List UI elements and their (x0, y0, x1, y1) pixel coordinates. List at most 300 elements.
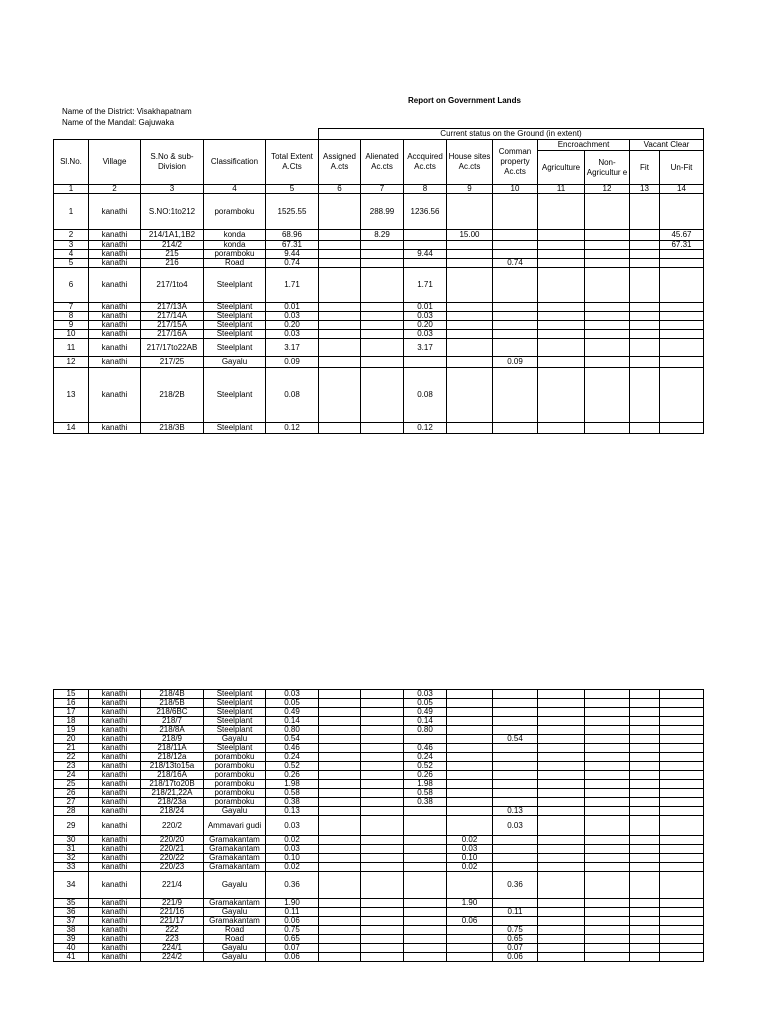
table-cell (585, 845, 630, 854)
table-cell (585, 944, 630, 953)
table-cell (630, 699, 660, 708)
table-cell (319, 312, 361, 321)
table-cell: 0.03 (266, 845, 319, 854)
table-cell (538, 908, 585, 917)
table-cell (447, 807, 493, 816)
table-cell (361, 836, 404, 845)
table-row (54, 917, 704, 926)
table-cell: 0.02 (266, 863, 319, 872)
table-cell: kanathi (89, 807, 141, 816)
table-cell (660, 780, 704, 789)
table-cell (493, 854, 538, 863)
table-cell: 45.67 (660, 230, 704, 241)
table-cell: 0.13 (493, 807, 538, 816)
table-cell (493, 268, 538, 303)
table-cell (538, 780, 585, 789)
table-cell: kanathi (89, 816, 141, 836)
table-cell (660, 789, 704, 798)
table-cell (447, 944, 493, 953)
table-body-bottom (54, 690, 704, 962)
table-cell: 26 (54, 789, 89, 798)
table-row (54, 368, 704, 423)
table-cell: 0.06 (493, 953, 538, 962)
table-cell (538, 259, 585, 268)
table-cell (493, 303, 538, 312)
table-cell (493, 321, 538, 330)
table-cell (630, 780, 660, 789)
report-title: Report on Government Lands (408, 96, 521, 105)
table-cell: 0.65 (266, 935, 319, 944)
table-cell (538, 423, 585, 434)
table-row (54, 816, 704, 836)
table-cell: kanathi (89, 303, 141, 312)
table-row (54, 241, 704, 250)
table-cell (361, 708, 404, 717)
table-cell: kanathi (89, 735, 141, 744)
table-cell: kanathi (89, 771, 141, 780)
table-cell: 2 (54, 230, 89, 241)
table-cell (538, 863, 585, 872)
table-cell (319, 303, 361, 312)
table-cell (538, 845, 585, 854)
table-cell: 0.06 (447, 917, 493, 926)
table-cell (585, 872, 630, 899)
table-cell (447, 798, 493, 807)
table-cell (319, 926, 361, 935)
table-cell (361, 953, 404, 962)
table-cell (447, 708, 493, 717)
table-cell (630, 735, 660, 744)
table-cell: 217/16A (141, 330, 204, 339)
table-cell: 0.58 (404, 789, 447, 798)
table-cell (585, 816, 630, 836)
table-cell (660, 908, 704, 917)
table-cell: 218/21,22A (141, 789, 204, 798)
table-cell: 288.99 (361, 194, 404, 230)
table-cell: 217/1to4 (141, 268, 204, 303)
table-cell (538, 268, 585, 303)
table-cell: 218/8A (141, 726, 204, 735)
table-cell (630, 717, 660, 726)
table-cell: 217/17to22AB (141, 339, 204, 357)
table-cell: Steelplant (204, 423, 266, 434)
table-cell (447, 259, 493, 268)
table-cell (319, 735, 361, 744)
table-cell (630, 899, 660, 908)
table-cell: 0.14 (266, 717, 319, 726)
table-cell (630, 708, 660, 717)
table-cell: 214/2 (141, 241, 204, 250)
table-cell: 0.02 (447, 863, 493, 872)
table-cell: Steelplant (204, 699, 266, 708)
table-cell: 33 (54, 863, 89, 872)
table-cell (447, 312, 493, 321)
table-cell: 0.46 (404, 744, 447, 753)
table-row (54, 735, 704, 744)
table-cell: 0.80 (266, 726, 319, 735)
col-agriculture: Agriculture (538, 151, 585, 185)
table-cell: poramboku (204, 780, 266, 789)
column-number: 5 (266, 185, 319, 194)
table-cell (447, 780, 493, 789)
table-cell: 18 (54, 717, 89, 726)
table-cell (447, 872, 493, 899)
table-cell (361, 303, 404, 312)
table-cell (630, 194, 660, 230)
table-cell: 1 (54, 194, 89, 230)
table-cell (660, 771, 704, 780)
table-cell (630, 744, 660, 753)
table-cell (361, 944, 404, 953)
table-cell: kanathi (89, 798, 141, 807)
table-cell (660, 872, 704, 899)
table-cell (585, 259, 630, 268)
table-cell: 1.98 (266, 780, 319, 789)
table-cell (447, 357, 493, 368)
table-cell (538, 312, 585, 321)
table-cell (660, 250, 704, 259)
table-cell (660, 303, 704, 312)
table-cell (630, 935, 660, 944)
table-cell: Gramakantam (204, 836, 266, 845)
table-cell (319, 321, 361, 330)
table-cell (630, 953, 660, 962)
district-line (62, 107, 192, 116)
table-cell (585, 926, 630, 935)
table-cell: 0.11 (266, 908, 319, 917)
table-cell (447, 762, 493, 771)
table-cell (538, 807, 585, 816)
table-cell (660, 753, 704, 762)
column-number: 3 (141, 185, 204, 194)
table-cell (630, 845, 660, 854)
table-cell: Gayalu (204, 953, 266, 962)
table-row (54, 944, 704, 953)
table-cell (585, 863, 630, 872)
table-cell (630, 863, 660, 872)
table-cell: 0.26 (404, 771, 447, 780)
table-cell (538, 917, 585, 926)
table-cell: 3 (54, 241, 89, 250)
table-cell (630, 339, 660, 357)
table-cell: 0.36 (266, 872, 319, 899)
table-cell: 0.36 (493, 872, 538, 899)
table-cell (361, 241, 404, 250)
table-cell: 0.80 (404, 726, 447, 735)
table-cell (319, 789, 361, 798)
table-cell (319, 423, 361, 434)
table-cell (660, 899, 704, 908)
table-row (54, 717, 704, 726)
table-cell: 0.03 (447, 845, 493, 854)
table-row (54, 863, 704, 872)
table-cell: Road (204, 935, 266, 944)
mandal-line (62, 118, 174, 127)
table-cell (660, 926, 704, 935)
table-cell: Gayalu (204, 807, 266, 816)
table-cell: 217/14A (141, 312, 204, 321)
table-cell (404, 816, 447, 836)
table-cell (630, 368, 660, 423)
table-cell: 0.58 (266, 789, 319, 798)
column-number: 14 (660, 185, 704, 194)
table-cell (538, 798, 585, 807)
table-cell: 0.54 (493, 735, 538, 744)
table-cell: 0.52 (266, 762, 319, 771)
table-cell: kanathi (89, 854, 141, 863)
table-cell (319, 908, 361, 917)
table-cell (319, 917, 361, 926)
table-cell: 0.12 (404, 423, 447, 434)
table-row (54, 726, 704, 735)
table-row (54, 708, 704, 717)
table-cell (493, 330, 538, 339)
table-cell (361, 357, 404, 368)
table-cell (493, 845, 538, 854)
table-cell (630, 807, 660, 816)
table-cell (585, 735, 630, 744)
table-cell: 221/4 (141, 872, 204, 899)
table-cell: 3.17 (404, 339, 447, 357)
table-cell (319, 780, 361, 789)
col-accquired: Accquired Ac.cts (404, 140, 447, 185)
table-cell (585, 762, 630, 771)
table-cell (585, 303, 630, 312)
column-number: 12 (585, 185, 630, 194)
column-number: 9 (447, 185, 493, 194)
table-cell (585, 368, 630, 423)
district-label: Name of the District: (62, 107, 135, 116)
table-cell (493, 771, 538, 780)
table-cell (319, 944, 361, 953)
table-row (54, 303, 704, 312)
table-cell (493, 708, 538, 717)
table-cell (660, 339, 704, 357)
table-cell: kanathi (89, 899, 141, 908)
table-cell: 35 (54, 899, 89, 908)
table-cell (538, 330, 585, 339)
table-cell (630, 423, 660, 434)
col-survey-no: S.No & sub-Division (141, 140, 204, 185)
table-cell: 16 (54, 699, 89, 708)
table-cell (447, 726, 493, 735)
table-cell (538, 250, 585, 259)
table-cell: 6 (54, 268, 89, 303)
column-number: 4 (204, 185, 266, 194)
table-cell (538, 699, 585, 708)
table-cell (404, 953, 447, 962)
table-cell: kanathi (89, 250, 141, 259)
table-cell (404, 926, 447, 935)
table-cell (630, 771, 660, 780)
table-cell (660, 699, 704, 708)
table-cell (660, 744, 704, 753)
table-cell (447, 789, 493, 798)
column-number-row (54, 185, 704, 194)
status-header-strip (318, 128, 704, 140)
table-cell (404, 944, 447, 953)
column-number: 10 (493, 185, 538, 194)
table-cell: Steelplant (204, 368, 266, 423)
table-cell (630, 789, 660, 798)
table-cell: 30 (54, 836, 89, 845)
table-cell (404, 935, 447, 944)
table-cell: Steelplant (204, 339, 266, 357)
table-cell (361, 368, 404, 423)
table-cell (493, 312, 538, 321)
table-row (54, 789, 704, 798)
table-row (54, 250, 704, 259)
table-cell (404, 259, 447, 268)
table-cell (630, 312, 660, 321)
table-cell: 218/5B (141, 699, 204, 708)
table-cell (585, 753, 630, 762)
table-cell (493, 726, 538, 735)
table-row (54, 330, 704, 339)
table-cell (361, 854, 404, 863)
col-assigned: Assigned A.cts (319, 140, 361, 185)
table-cell (660, 944, 704, 953)
table-cell: konda (204, 230, 266, 241)
table-cell (361, 268, 404, 303)
table-cell (630, 330, 660, 339)
table-cell (660, 259, 704, 268)
col-house-sites: House sites Ac.cts (447, 140, 493, 185)
table-row (54, 798, 704, 807)
table-cell: 68.96 (266, 230, 319, 241)
table-cell (538, 816, 585, 836)
mandal-label: Name of the Mandal: (62, 118, 137, 127)
table-cell: kanathi (89, 423, 141, 434)
table-cell: poramboku (204, 753, 266, 762)
table-cell: 218/2B (141, 368, 204, 423)
table-cell: kanathi (89, 194, 141, 230)
table-cell (447, 330, 493, 339)
table-cell (660, 917, 704, 926)
table-cell: 223 (141, 935, 204, 944)
table-cell (630, 357, 660, 368)
table-cell (493, 863, 538, 872)
table-cell: 36 (54, 908, 89, 917)
table-cell (538, 241, 585, 250)
table-cell (538, 357, 585, 368)
table-cell: 221/9 (141, 899, 204, 908)
table-cell (447, 771, 493, 780)
table-cell: 218/3B (141, 423, 204, 434)
table-cell (319, 845, 361, 854)
table-cell (319, 863, 361, 872)
table-cell: 0.74 (493, 259, 538, 268)
table-cell (585, 268, 630, 303)
table-cell (361, 321, 404, 330)
lands-table-top (53, 139, 704, 434)
table-cell (585, 423, 630, 434)
table-cell: 8 (54, 312, 89, 321)
table-cell (361, 816, 404, 836)
col-total-extent: Total Extent A.Cts (266, 140, 319, 185)
table-cell (319, 726, 361, 735)
table-cell (319, 194, 361, 230)
table-row (54, 753, 704, 762)
table-cell (493, 744, 538, 753)
col-village: Village (89, 140, 141, 185)
table-cell: Gramakantam (204, 899, 266, 908)
table-cell (447, 699, 493, 708)
table-cell: 23 (54, 762, 89, 771)
table-cell (404, 241, 447, 250)
table-cell: Gramakantam (204, 845, 266, 854)
col-encroachment: Encroachment (538, 140, 630, 151)
table-cell: 218/16A (141, 771, 204, 780)
table-cell (630, 926, 660, 935)
table-cell (493, 241, 538, 250)
table-cell (630, 321, 660, 330)
table-cell (630, 268, 660, 303)
table-cell (660, 816, 704, 836)
table-cell (538, 368, 585, 423)
table-cell (361, 726, 404, 735)
table-cell: 224/2 (141, 953, 204, 962)
table-cell (538, 744, 585, 753)
table-row (54, 690, 704, 699)
table-cell: poramboku (204, 762, 266, 771)
table-cell (319, 762, 361, 771)
column-number: 11 (538, 185, 585, 194)
mandal-value: Gajuwaka (138, 118, 175, 127)
table-row (54, 926, 704, 935)
table-cell: 0.08 (266, 368, 319, 423)
table-cell (493, 762, 538, 771)
table-cell (660, 845, 704, 854)
table-cell (585, 339, 630, 357)
table-cell: 0.03 (404, 330, 447, 339)
table-cell: kanathi (89, 690, 141, 699)
table-cell: Gayalu (204, 872, 266, 899)
table-cell (319, 816, 361, 836)
table-cell: poramboku (204, 789, 266, 798)
table-cell (585, 321, 630, 330)
table-cell (447, 268, 493, 303)
table-cell: 3.17 (266, 339, 319, 357)
table-cell (361, 845, 404, 854)
table-cell: Steelplant (204, 690, 266, 699)
table-cell: 15 (54, 690, 89, 699)
table-cell (660, 836, 704, 845)
table-cell: poramboku (204, 771, 266, 780)
table-cell: 218/11A (141, 744, 204, 753)
table-cell (585, 854, 630, 863)
table-cell (630, 917, 660, 926)
table-cell (660, 863, 704, 872)
table-cell (404, 872, 447, 899)
table-cell (538, 789, 585, 798)
table-cell: 220/2 (141, 816, 204, 836)
table-cell (585, 908, 630, 917)
table-cell (361, 798, 404, 807)
table-row (54, 899, 704, 908)
table-cell: 0.03 (404, 690, 447, 699)
table-cell: 0.26 (266, 771, 319, 780)
table-cell: Steelplant (204, 303, 266, 312)
table-cell (319, 744, 361, 753)
table-cell (538, 230, 585, 241)
table-cell (447, 926, 493, 935)
table-cell: 20 (54, 735, 89, 744)
table-cell (319, 854, 361, 863)
table-cell (447, 816, 493, 836)
table-cell (493, 899, 538, 908)
col-comman-property: Comman property Ac.cts (493, 140, 538, 185)
